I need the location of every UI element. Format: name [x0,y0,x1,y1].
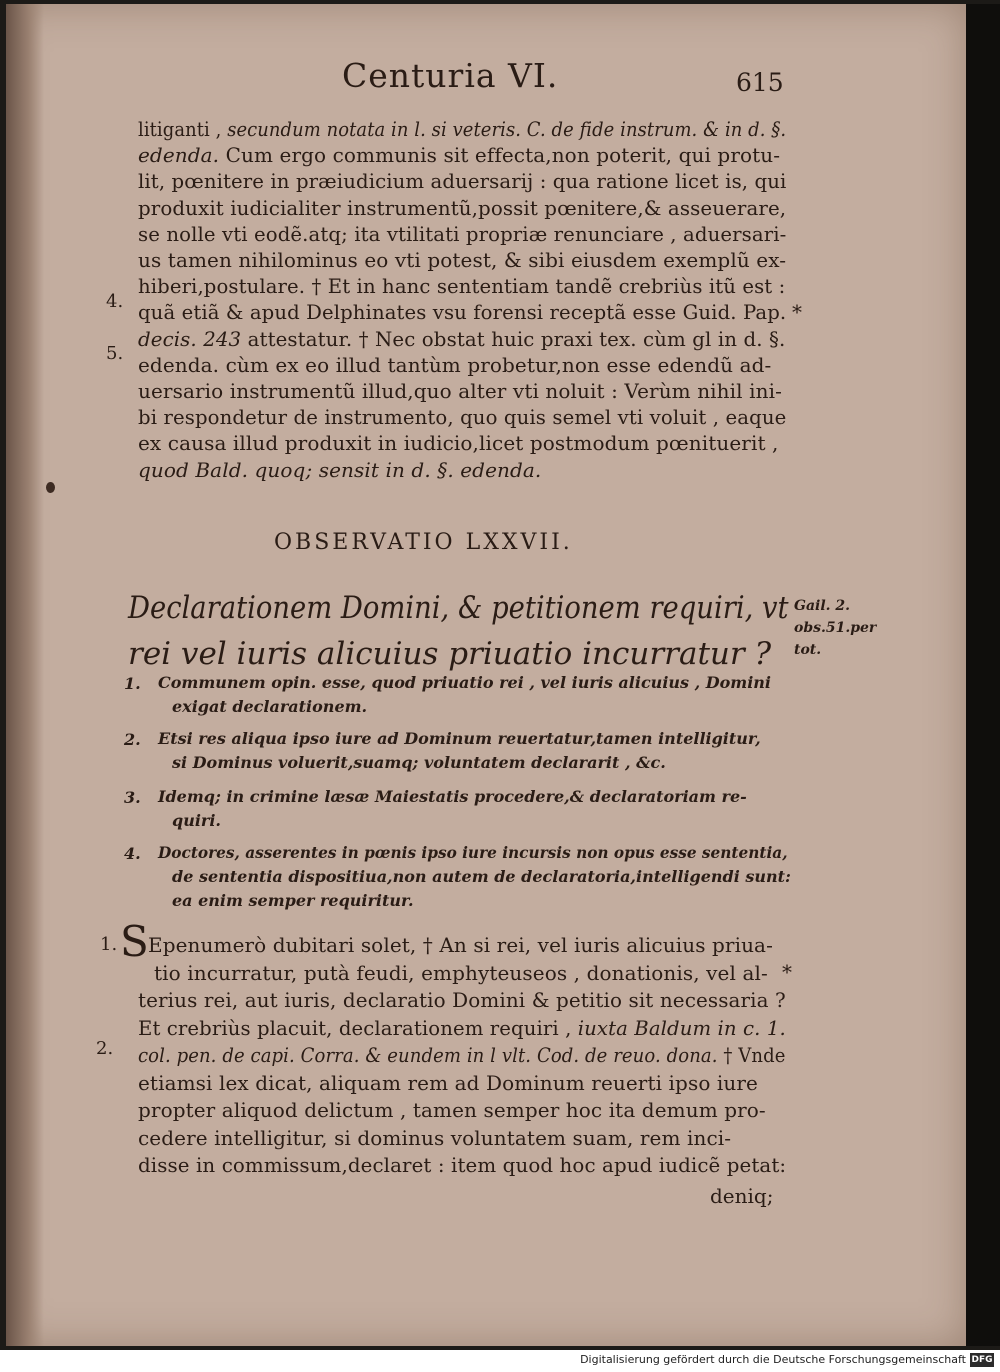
summary-number: 1. [124,674,141,693]
text-segment: edenda. cùm ex eo illud tantùm probetur,non esse edendũ ad- [138,352,772,377]
scan-edge [966,4,1000,1346]
catchword: deniq; [710,1184,774,1208]
text-line [138,987,786,1013]
summary-line: Idemq; in crimine læsæ Maiestatis procedere,& declaratoriam re- [158,787,747,806]
margin-number: 4. [106,291,124,312]
text-segment: Epenumerò dubitari solet, † An si rei, vel iuris alicuius priua- [148,933,773,957]
text-line [138,1070,758,1096]
text-segment: bi respondetur de instrumento, quo quis semel vti voluit , eaque [138,405,787,430]
text-segment: attestatur. † Nec obstat huic praxi tex. cùm gl in d. §. [241,326,786,351]
text-segment: produxit iudicialiter instrumentũ,possit pœnitere,& asseuerare, [138,195,787,220]
footer-bar [0,1350,1000,1372]
margin-number: 1. [100,934,118,955]
italic-segment: edenda. [138,143,220,168]
summary-line: Doctores, asserentes in pœnis ipso iure incursis non opus esse sententia, [158,843,788,862]
text-line [138,352,771,378]
text-segment: se nolle vti eodẽ.atq; ita vtilitati propriæ renunciare , aduersari- [138,221,787,246]
text-line [138,1042,785,1068]
running-head: Centuria VI. [342,56,559,95]
text-line [138,457,541,483]
text-segment: terius rei, aut iuris, declaratio Domini & petitio sit necessaria ? [138,988,786,1012]
drop-cap: S [120,917,149,966]
text-segment: disse in commissum,declaret : item quod hoc apud iudicẽ petat: [138,1153,787,1177]
text-segment: ex causa illud produxit in iudicio,licet postmodum pœnituerit , [138,431,779,456]
text-line [138,404,786,430]
margin-number: 5. [106,343,124,364]
italic-segment: col. pen. de capi. Corra. & eundem in l vlt. Cod. de reuo. dona. [138,1043,718,1067]
text-segment: tio incurratur, putà feudi, emphyteuseos , donationis, vel al- [154,960,768,985]
observatio-heading: OBSERVATIO LXXVII. [274,530,573,555]
text-segment: Et crebriùs placuit, declarationem requiri , [138,1015,578,1040]
text-line [138,1152,786,1178]
text-line [138,221,786,247]
text-segment: litiganti , [138,117,228,141]
text-segment: us tamen nihilominus eo vti potest, & sibi eiusdem exemplũ ex- [138,248,787,272]
text-line [138,1125,731,1151]
italic-segment: decis. 243 [138,326,242,351]
summary-line: exigat declarationem. [172,697,368,716]
italic-segment: secundum notata in l. si veteris. C. de fide instrum. & in d. §. [227,117,787,141]
side-note-line: tot. [794,642,822,658]
summary-line: Etsi res aliqua ipso iure ad Dominum reuertatur,tamen intelligitur, [158,729,761,748]
page-number: 615 [736,68,784,97]
observation-title-line: rei vel iuris alicuius priuatio incurratur ? [128,636,772,672]
text-line [138,430,779,456]
text-segment: quã etiã & apud Delphinates vsu forensi receptã esse Guid. Pap. [138,300,787,325]
text-line [138,326,785,352]
observation-title-line: Declarationem Domini, & petitionem requiri, vt [128,590,789,626]
summary-line: ea enim semper requiritur. [172,891,414,910]
text-line [138,195,786,221]
ink-stain [46,482,55,493]
text-line [138,1015,786,1041]
side-note-line: obs.51.per [794,620,877,636]
text-line [138,378,782,404]
text-line [138,168,786,194]
summary-number: 3. [124,788,141,807]
margin-asterisk: * [792,300,802,324]
book-spine-shadow [6,4,44,1346]
summary-line: si Dominus voluerit,suamq; voluntatem declararit , &c. [172,753,666,772]
text-line [138,1097,766,1123]
footer-credit: Digitalisierung gefördert durch die Deutsche Forschungsgemeinschaft [580,1353,966,1366]
text-segment: cedere intelligitur, si dominus voluntatem suam, rem inci- [138,1125,732,1150]
text-segment: etiamsi lex dicat, aliquam rem ad Dominum reuerti ipso iure [138,1070,758,1095]
text-line [138,142,780,168]
summary-line: Communem opin. esse, quod priuatio rei , vel iuris alicuius , Domini [158,673,772,692]
dfg-logo: DFG [971,1355,993,1365]
summary-number: 2. [124,730,141,749]
book-page [6,4,966,1346]
summary-line: de sententia dispositiua,non autem de declaratoria,intelligendi sunt: [172,867,791,886]
text-segment: lit, pœnitere in præiudicium aduersarij : qua ratione licet is, qui [138,169,787,194]
italic-segment: quod Bald. quoq; sensit in d. §. edenda. [138,457,542,482]
text-segment: hiberi,postulare. † Et in hanc sententiam tandẽ crebriùs itũ est : [138,274,786,299]
italic-segment: iuxta Baldum in c. 1. [577,1015,786,1040]
text-line [148,932,773,958]
text-segment: uersario instrumentũ illud,quo alter vti noluit : Verùm nihil ini- [138,379,782,403]
text-line [154,960,768,986]
text-segment: propter aliquod delictum , tamen semper hoc ita demum pro- [138,1098,766,1122]
text-line [138,273,785,299]
summary-number: 4. [124,844,141,863]
text-segment: † Vnde [717,1043,786,1067]
side-note-line: Gail. 2. [794,598,851,614]
text-segment: Cum ergo communis sit effecta,non poterit, qui protu- [219,143,781,168]
text-line [138,247,786,273]
margin-asterisk: * [782,960,792,984]
margin-number: 2. [96,1038,114,1059]
summary-line: quiri. [172,811,221,830]
text-line [138,116,786,142]
text-line [138,299,786,325]
